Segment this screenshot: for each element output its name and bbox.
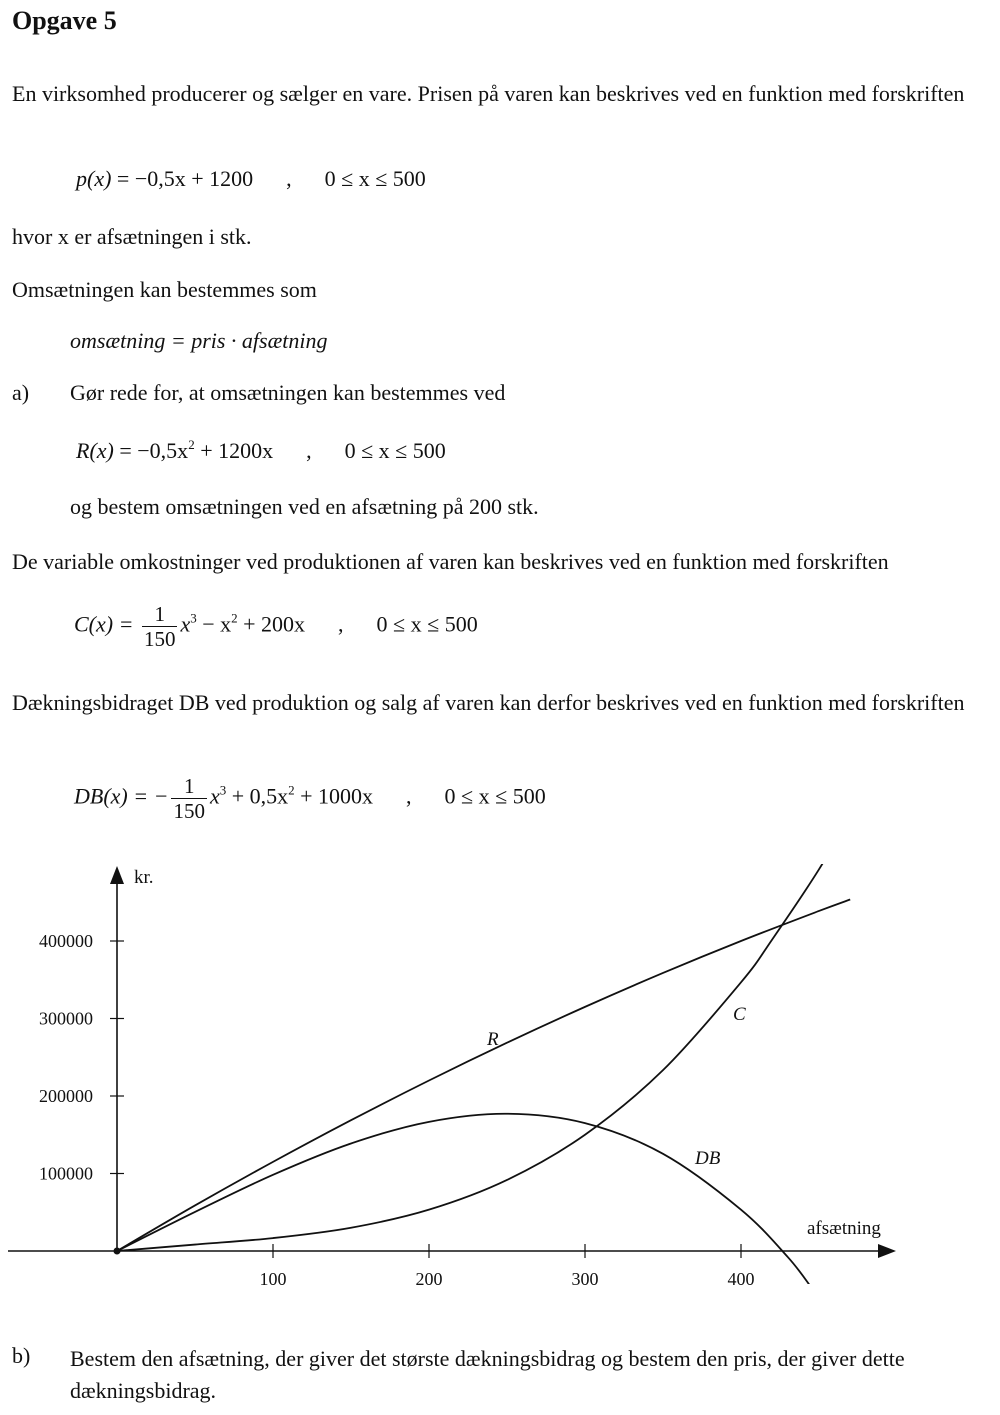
p-sep: ,: [286, 166, 292, 191]
task-title: Opgave 5: [12, 6, 117, 35]
y-axis-arrow: [110, 866, 124, 884]
db-frac-den: 150: [173, 799, 205, 823]
c-frac-den: 150: [143, 627, 176, 651]
p-domain: 0 ≤ x ≤ 500: [324, 166, 426, 191]
x-tick-label: 100: [259, 1269, 287, 1289]
series-label-db: DB: [695, 1148, 721, 1169]
y-tick-label: 100000: [39, 1163, 93, 1184]
db-domain: 0 ≤ x ≤ 500: [444, 783, 546, 809]
x-tick-label: 200: [415, 1269, 443, 1289]
intro-text: En virksomhed producerer og sælger en vare. Prisen på varen kan beskrives ved en funktion med forskriften: [12, 81, 965, 106]
r-rhs-b: + 1200x: [194, 438, 274, 463]
x-tick-label: 300: [571, 1269, 599, 1289]
r-lhs: R(x): [76, 438, 114, 463]
db-frac-num: 1: [171, 774, 207, 799]
function-chart: [0, 850, 1000, 1290]
c-lhs: C(x) =: [74, 611, 134, 637]
c-fraction: [142, 602, 178, 651]
db-sep: ,: [406, 783, 412, 809]
origin-point: [114, 1248, 121, 1255]
question-a-text2: og bestem omsætningen ved en afsætning på 200 stk.: [70, 494, 539, 519]
chart-curves: [114, 850, 851, 1287]
c-formula: [74, 602, 478, 651]
c-domain: 0 ≤ x ≤ 500: [376, 611, 478, 637]
series-label-c: C: [733, 1004, 746, 1025]
db-intro: Dækningsbidraget DB ved produktion og salg af varen kan derfor beskrives ved en funktion med forskriften: [12, 690, 965, 715]
p-rhs: = −0,5x + 1200: [116, 166, 254, 191]
omsaetning-intro: Omsætningen kan bestemmes som: [12, 277, 317, 302]
c-e2: 2: [231, 610, 238, 626]
r-sep: ,: [306, 438, 312, 463]
x-tick-label: 400: [727, 1269, 755, 1289]
question-b-label: b): [12, 1343, 31, 1368]
db-t1: x: [209, 783, 220, 809]
c-frac-num: 1: [142, 602, 178, 627]
r-rhs-a: = −0,5x: [119, 438, 189, 463]
question-a-text: Gør rede for, at omsætningen kan bestemmes ved: [70, 380, 506, 405]
r-formula: [76, 437, 446, 464]
hvor-text: hvor x er afsætningen i stk.: [12, 224, 252, 249]
db-t3: + 1000x: [294, 783, 374, 809]
y-tick-label: 300000: [39, 1008, 93, 1029]
y-tick-label: 200000: [39, 1086, 93, 1106]
y-tick-label: 400000: [39, 931, 93, 951]
c-intro: De variable omkostninger ved produktionen af varen kan beskrives ved en funktion med forskriften: [12, 549, 889, 574]
p-lhs: p(x): [76, 166, 112, 191]
series-label-r: R: [487, 1029, 499, 1050]
db-e2: 2: [288, 782, 295, 798]
series-line-c: [117, 850, 850, 1251]
r-exp: 2: [188, 437, 195, 452]
c-t3: + 200x: [237, 611, 306, 637]
question-a-label: a): [12, 380, 30, 405]
db-e1: 3: [219, 782, 227, 798]
c-sep: ,: [338, 611, 344, 637]
x-axis-arrow: [878, 1244, 896, 1258]
x-axis-label: afsætning: [807, 1218, 881, 1239]
r-domain: 0 ≤ x ≤ 500: [344, 438, 446, 463]
db-formula: [74, 774, 546, 823]
p-formula: [76, 166, 426, 192]
y-axis-label: kr.: [134, 867, 154, 888]
series-line-r: [117, 899, 850, 1251]
c-e1: 3: [190, 610, 197, 626]
db-fraction: [171, 774, 207, 823]
question-b-text: Bestem den afsætning, der giver det største dækningsbidrag og bestem den pris, der giver dette dækningsbidrag.: [70, 1346, 905, 1403]
c-t2: − x: [196, 611, 232, 637]
chart-labels: [134, 867, 881, 1239]
series-line-db: [117, 1114, 811, 1288]
omsaetning-formula: omsætning = pris · afsætning: [70, 328, 328, 353]
db-lhs: DB(x) = −: [74, 783, 169, 809]
c-t1: x: [180, 611, 191, 637]
db-t2: + 0,5x: [226, 783, 289, 809]
chart-axes: [8, 866, 896, 1258]
